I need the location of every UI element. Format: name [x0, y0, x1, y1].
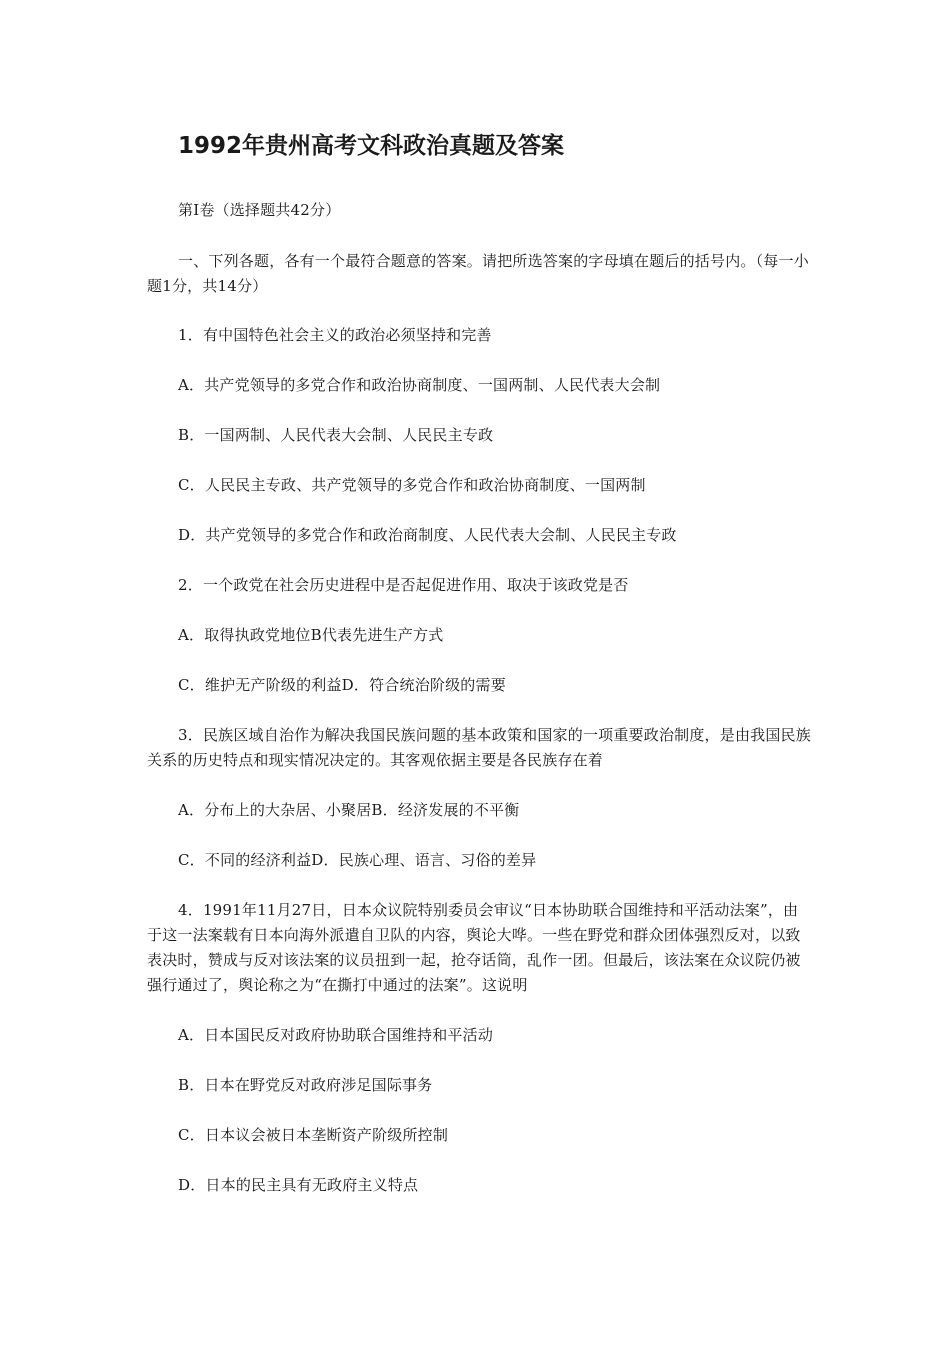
- question-2-options-ab: A．取得执政党地位B代表先进生产方式: [178, 626, 444, 644]
- question-4-option-c: C．日本议会被日本垄断资产阶级所控制: [178, 1126, 449, 1144]
- question-1: 1．有中国特色社会主义的政治必须坚持和完善: [178, 326, 492, 344]
- question-4: 4．1991年11月27日，日本众议院特别委员会审议“日本协助联合国维持和平活动法案”，由于这一法案载有日本向海外派遣自卫队的内容，舆论大哗。一些在野党和群众团体强烈反对，以致表决时，赞成与反对该法案的议员扭到一起，抢夺话筒，乱作一团。但最后，该法案在众议院仍被强行通过了，舆论称之为“在撕打中通过的法案”。这说明: [147, 901, 801, 994]
- question-3: 3．民族区域自治作为解决我国民族问题的基本政策和国家的一项重要政治制度，是由我国民族关系的历史特点和现实情况决定的。其客观依据主要是各民族存在着: [147, 726, 811, 769]
- document-title: 1992年贵州高考文科政治真题及答案: [178, 133, 565, 159]
- question-4-option-a: A．日本国民反对政府协助联合国维持和平活动: [178, 1026, 494, 1044]
- question-4-option-b: B．日本在野党反对政府涉足国际事务: [178, 1076, 433, 1094]
- instructions-paragraph: 一、下列各题，各有一个最符合题意的答案。请把所选答案的字母填在题后的括号内。（每一小题1分，共14分）: [147, 252, 809, 295]
- question-4-option-d: D．日本的民主具有无政府主义特点: [178, 1176, 419, 1194]
- question-2-options-cd: C．维护无产阶级的利益D．符合统治阶级的需要: [178, 676, 506, 694]
- question-1-option-c: C．人民民主专政、共产党领导的多党合作和政治协商制度、一国两制: [178, 476, 646, 494]
- question-1-option-d: D．共产党领导的多党合作和政治商制度、人民代表大会制、人民民主专政: [178, 526, 677, 544]
- question-1-option-a: A．共产党领导的多党合作和政治协商制度、一国两制、人民代表大会制: [178, 376, 661, 394]
- question-3-options-cd: C．不同的经济利益D．民族心理、语言、习俗的差异: [178, 851, 537, 869]
- question-2: 2．一个政党在社会历史进程中是否起促进作用、取决于该政党是否: [178, 576, 629, 594]
- question-3-options-ab: A．分布上的大杂居、小聚居B．经济发展的不平衡: [178, 801, 520, 819]
- section-heading: 第I卷（选择题共42分）: [178, 201, 341, 219]
- question-1-option-b: B．一国两制、人民代表大会制、人民民主专政: [178, 426, 494, 444]
